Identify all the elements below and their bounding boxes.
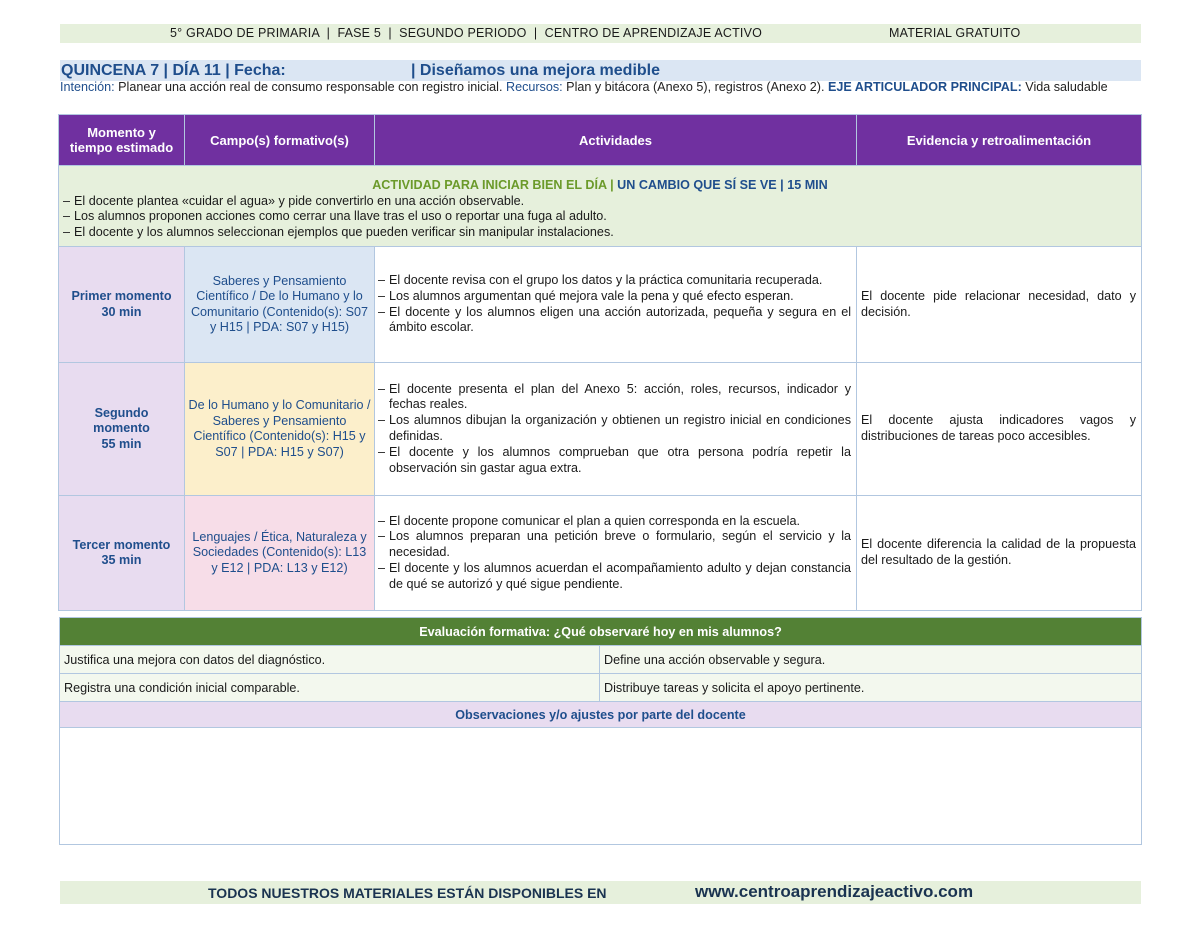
table-row	[59, 247, 1142, 363]
evaluation-item: Distribuye tareas y solicita el apoyo pertinente.	[600, 674, 1142, 702]
axis-label: EJE ARTICULADOR PRINCIPAL:	[827, 80, 1022, 94]
start-activity-row	[59, 166, 1142, 247]
list-item: – El docente plantea «cuidar el agua» y pide convertirlo en una acción observable.	[63, 194, 1137, 210]
observations-box[interactable]	[60, 728, 1142, 845]
plan-table	[58, 114, 1142, 611]
evaluation-header-row	[60, 618, 1142, 646]
title-bar	[60, 60, 1141, 81]
evaluation-title: Evaluación formativa: ¿Qué observaré hoy en mis alumnos?	[60, 618, 1142, 646]
header-moment: Momento y tiempo estimado	[59, 115, 185, 166]
axis-text: Vida saludable	[1021, 80, 1108, 94]
evidence-cell: El docente diferencia la calidad de la propuesta del resultado de la gestión.	[857, 496, 1142, 611]
list-item: – El docente presenta el plan del Anexo 5: acción, roles, recursos, indicador y fechas reales.	[378, 382, 851, 414]
campo-cell: Saberes y Pensamiento Científico / De lo Humano y lo Comunitario (Contenido(s): S07 y H15 | PDA: S07 y H15)	[185, 247, 375, 363]
campo-cell: De lo Humano y lo Comunitario / Saberes y Pensamiento Científico (Contenido(s): H15 y S07 | PDA: H15 y S07)	[185, 363, 375, 496]
moment-cell: Tercer momento 35 min	[59, 496, 185, 611]
intent-label: Intención:	[60, 80, 115, 94]
list-item: – El docente y los alumnos seleccionan ejemplos que pueden verificar sin manipular instalaciones.	[63, 225, 1137, 241]
list-item: – El docente propone comunicar el plan a quien corresponda en la escuela.	[378, 514, 851, 530]
observations-title: Observaciones y/o ajustes por parte del docente	[60, 702, 1142, 728]
header-evidence: Evidencia y retroalimentación	[857, 115, 1142, 166]
footer-url-link[interactable]: www.centroaprendizajeactivo.com	[695, 882, 974, 901]
list-item: – El docente y los alumnos eligen una acción autorizada, pequeña y segura en el ámbito escolar.	[378, 305, 851, 337]
evaluation-item: Registra una condición inicial comparable.	[60, 674, 600, 702]
evaluation-table	[59, 617, 1142, 845]
campo-cell: Lenguajes / Ética, Naturaleza y Sociedades (Contenido(s): L13 y E12 | PDA: L13 y E12)	[185, 496, 375, 611]
header-left: 5° GRADO DE PRIMARIA | FASE 5 | SEGUNDO PERIODO | CENTRO DE APRENDIZAJE ACTIVO	[170, 26, 763, 40]
header-bar	[60, 24, 1141, 43]
table-row	[59, 363, 1142, 496]
intent-paragraph	[60, 80, 1141, 95]
footer-bar	[60, 881, 1141, 904]
table-row	[59, 496, 1142, 611]
list-item: – Los alumnos dibujan la organización y obtienen un registro inicial en condiciones definidas.	[378, 413, 851, 445]
page-title: QUINCENA 7 | DÍA 11 | Fecha:	[61, 62, 286, 79]
table-row	[60, 646, 1142, 674]
start-activity-cell	[59, 166, 1142, 247]
header-activities: Actividades	[375, 115, 857, 166]
activities-cell	[375, 496, 857, 611]
moment-cell: Primer momento 30 min	[59, 247, 185, 363]
evaluation-item: Define una acción observable y segura.	[600, 646, 1142, 674]
list-item: – El docente y los alumnos comprueban que otra persona podría repetir la observación sin gastar agua extra.	[378, 445, 851, 477]
observations-body-row	[60, 728, 1142, 845]
activities-cell	[375, 247, 857, 363]
list-item: – El docente y los alumnos acuerdan el acompañamiento adulto y dejan constancia de qué se autorizó y qué sigue pendiente.	[378, 561, 851, 593]
activities-cell	[375, 363, 857, 496]
table-row	[60, 674, 1142, 702]
list-item: – Los alumnos argumentan qué mejora vale la pena y qué efecto esperan.	[378, 289, 851, 305]
header-right: MATERIAL GRATUITO	[889, 26, 1021, 40]
header-campo: Campo(s) formativo(s)	[185, 115, 375, 166]
observations-header-row	[60, 702, 1142, 728]
resources-text: Plan y bitácora (Anexo 5), registros (Anexo 2).	[562, 80, 828, 94]
resources-label: Recursos:	[505, 80, 563, 94]
list-item: – El docente revisa con el grupo los datos y la práctica comunitaria recuperada.	[378, 273, 851, 289]
start-activity-list	[63, 194, 1137, 241]
intent-text: Planear una acción real de consumo responsable con registro inicial.	[114, 80, 506, 94]
evidence-cell: El docente pide relacionar necesidad, dato y decisión.	[857, 247, 1142, 363]
list-item: – Los alumnos preparan una petición breve o formulario, según el servicio y la necesidad.	[378, 529, 851, 561]
plan-header-row	[59, 115, 1142, 166]
start-activity-title: ACTIVIDAD PARA INICIAR BIEN EL DÍA | UN CAMBIO QUE SÍ SE VE | 15 MIN	[372, 178, 828, 192]
footer-text: TODOS NUESTROS MATERIALES ESTÁN DISPONIBLES EN	[208, 885, 607, 901]
evidence-cell: El docente ajusta indicadores vagos y distribuciones de tareas poco accesibles.	[857, 363, 1142, 496]
page-subtitle: | Diseñamos una mejora medible	[411, 62, 660, 79]
moment-cell: Segundo momento 55 min	[59, 363, 185, 496]
evaluation-item: Justifica una mejora con datos del diagnóstico.	[60, 646, 600, 674]
list-item: – Los alumnos proponen acciones como cerrar una llave tras el uso o reportar una fuga al adulto.	[63, 209, 1137, 225]
